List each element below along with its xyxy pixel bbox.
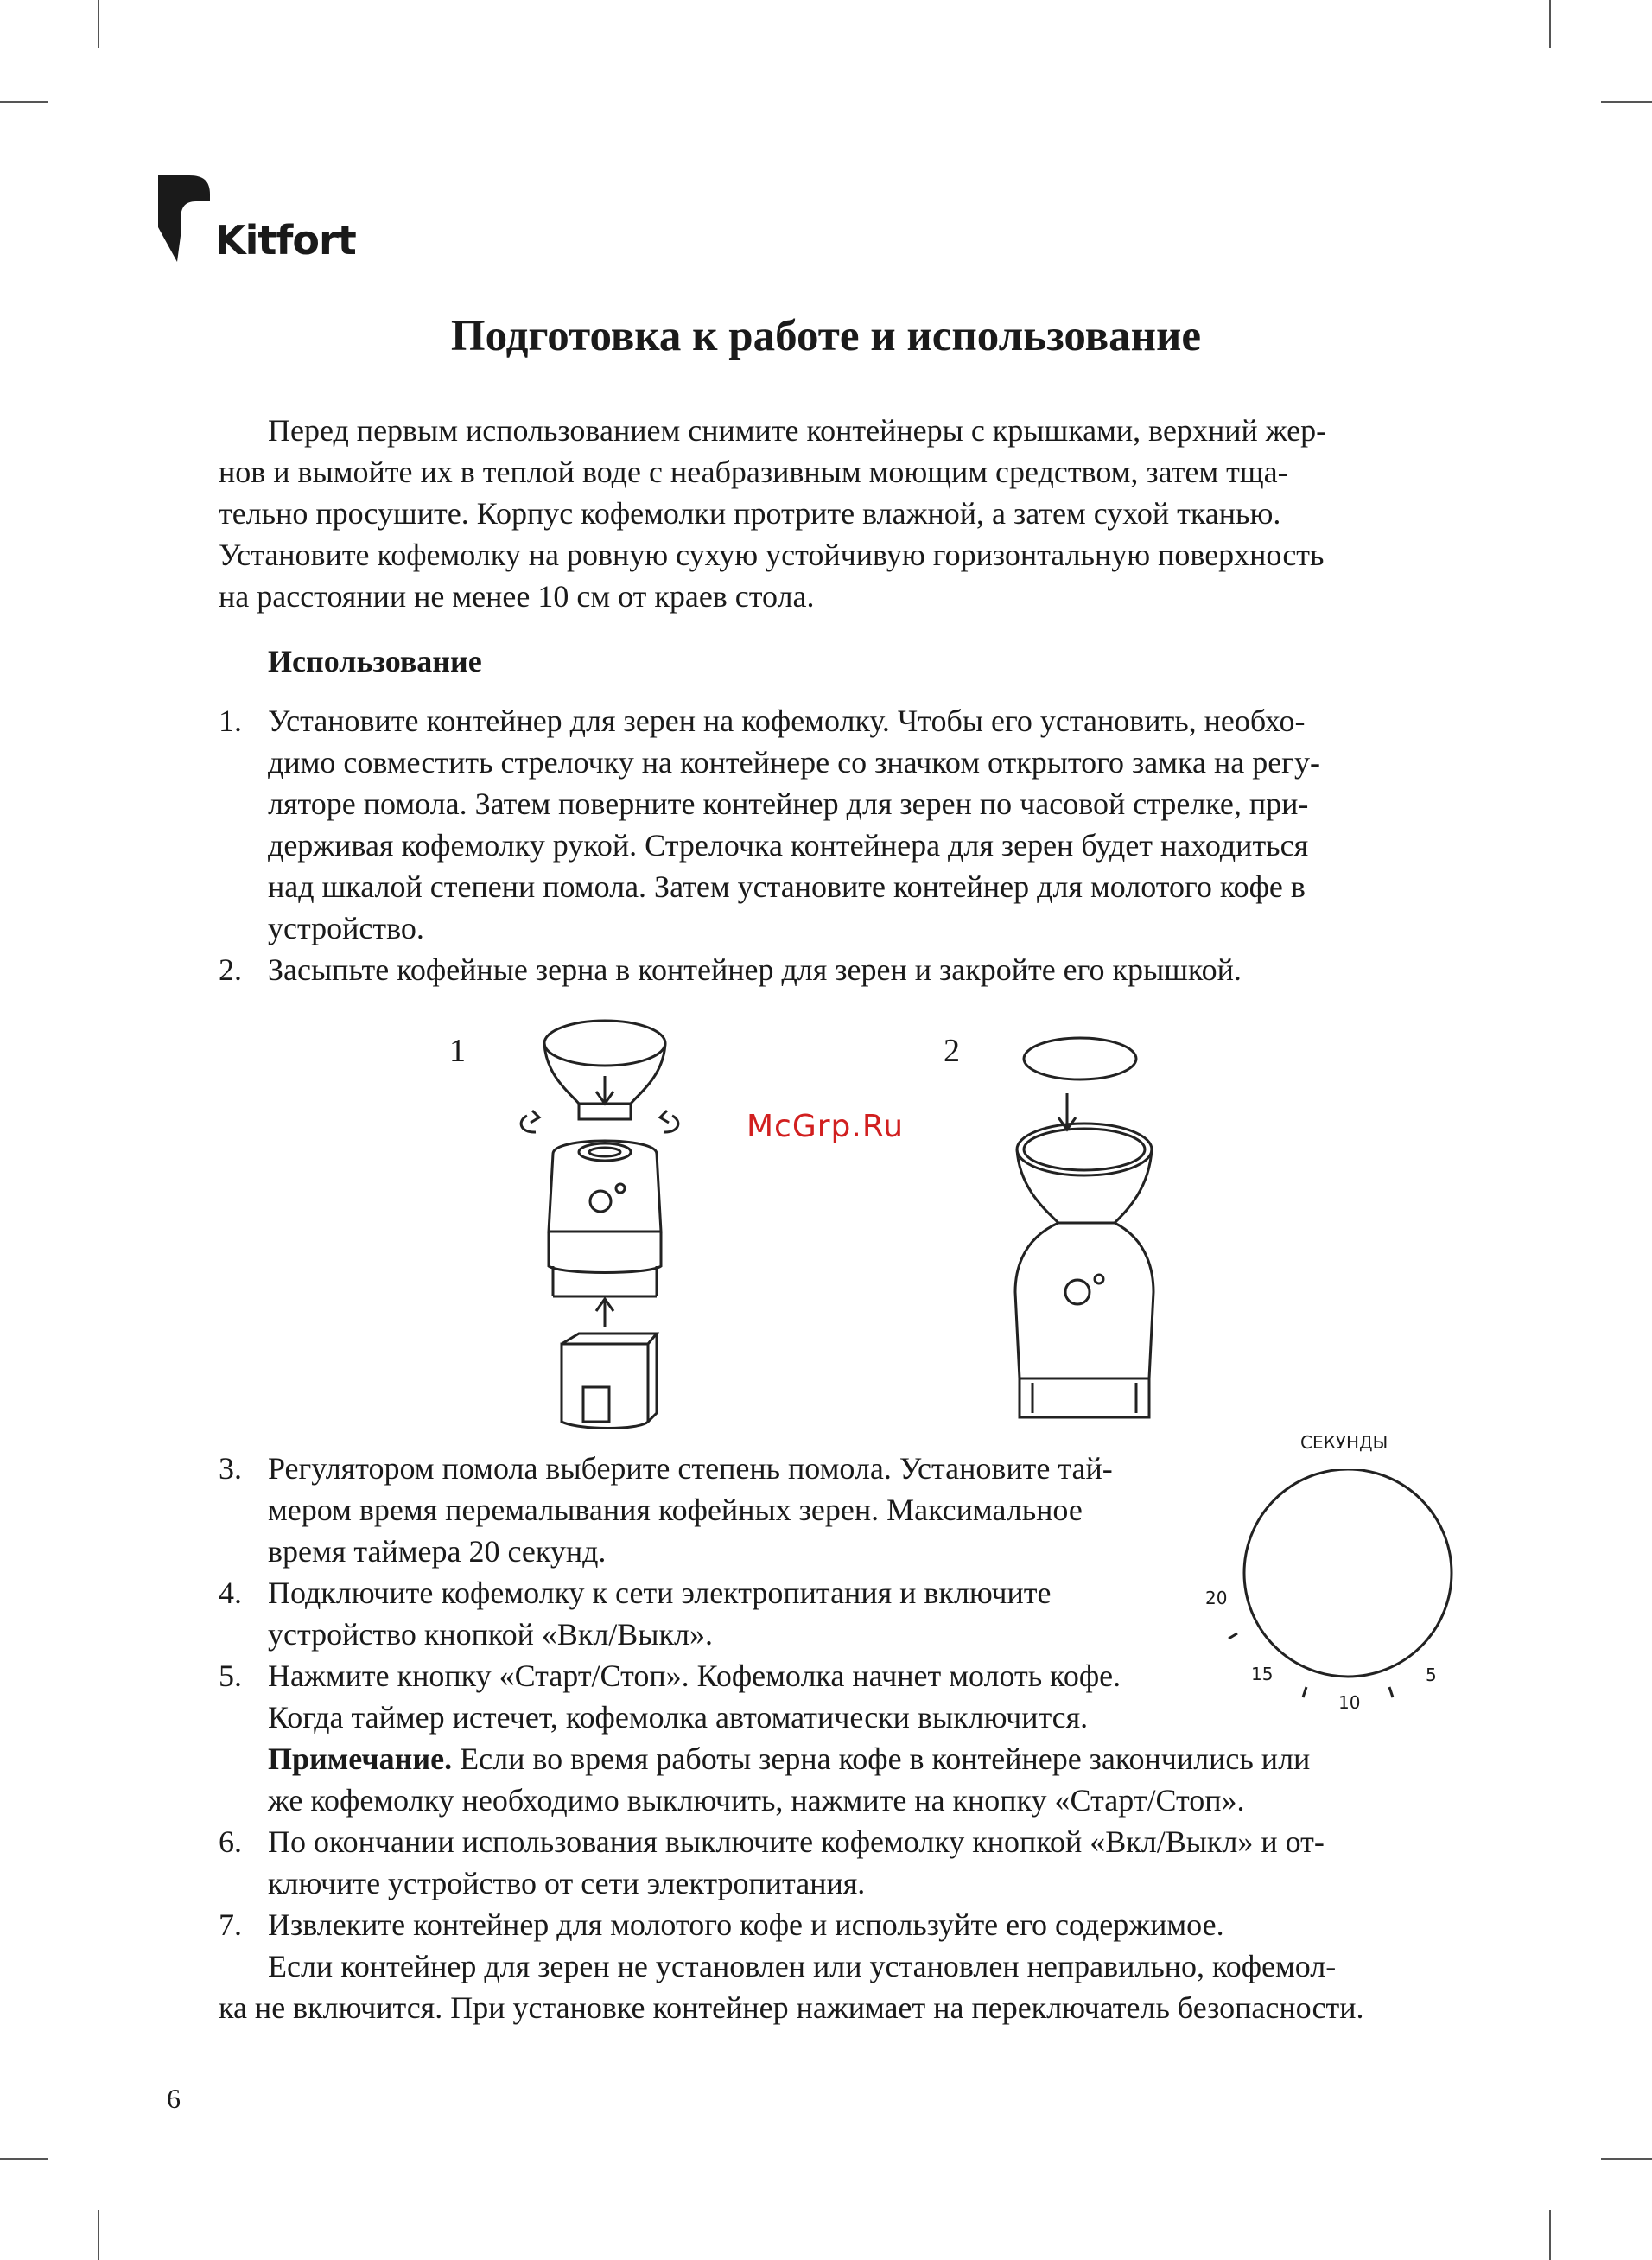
- step-text: [268, 1572, 1255, 1655]
- step-line: устройство кнопкой «Вкл/Выкл».: [268, 1617, 713, 1652]
- step-text: [268, 1448, 1255, 1572]
- step-line: ключите устройство от сети электропитания.: [268, 1866, 866, 1900]
- step-line: Установите контейнер для зерен на кофемолку. Чтобы его установить, необхо-: [268, 703, 1306, 738]
- step-number: 3.: [219, 1451, 242, 1486]
- crop-mark: [1549, 0, 1551, 48]
- timer-mark-5: 5: [1426, 1665, 1437, 1685]
- kitfort-logo-mark-icon: [158, 175, 219, 266]
- step-number: 1.: [219, 703, 242, 738]
- intro-line: нов и вымойте их в теплой воде с неабразивным моющим средством, затем тща-: [219, 455, 1288, 489]
- closing-paragraph: [219, 1945, 1454, 2028]
- step-line: держивая кофемолку рукой. Стрелочка контейнера для зерен будет находиться: [268, 828, 1309, 863]
- intro-line: тельно просушите. Корпус кофемолки протрите влажной, а затем сухой тканью.: [219, 496, 1281, 531]
- closing-line: Если контейнер для зерен не установлен или установлен неправильно, кофемол-: [268, 1949, 1337, 1983]
- illustration-assembly: [510, 1007, 683, 1435]
- step-line: Регулятором помола выберите степень помола. Установите тай-: [268, 1451, 1113, 1486]
- crop-mark: [98, 2210, 99, 2260]
- step-line: димо совместить стрелочку на контейнере со значком открытого замка на регу-: [268, 745, 1320, 780]
- step-number: 6.: [219, 1824, 242, 1859]
- crop-mark: [0, 101, 48, 103]
- page-number: 6: [167, 2083, 181, 2114]
- step-number: 5.: [219, 1658, 242, 1693]
- step-line: над шкалой степени помола. Затем установите контейнер для молотого кофе в: [268, 869, 1306, 904]
- step-line: Засыпьте кофейные зерна в контейнер для зерен и закройте его крышкой.: [268, 952, 1242, 987]
- note-line: [268, 1738, 1454, 1779]
- step-text: [268, 949, 1454, 990]
- crop-mark: [0, 2158, 48, 2160]
- crop-mark: [98, 0, 99, 48]
- note-text: Если во время работы зерна кофе в контейнере закончились или: [452, 1741, 1311, 1776]
- step-number: 2.: [219, 952, 242, 987]
- crop-mark: [1549, 2210, 1551, 2260]
- usage-heading: Использование: [268, 644, 482, 678]
- step-line: ляторе помола. Затем поверните контейнер для зерен по часовой стрелке, при-: [268, 786, 1309, 821]
- crop-mark: [1601, 2158, 1652, 2160]
- brand-name: Kitfort: [215, 217, 356, 264]
- step-line: Когда таймер истечет, кофемолка автоматически выключится.: [268, 1700, 1089, 1735]
- timer-mark-20: 20: [1205, 1588, 1228, 1608]
- closing-line: ка не включится. При установке контейнер нажимает на переключатель безопасности.: [219, 1990, 1364, 2025]
- step-number: 7.: [219, 1907, 242, 1942]
- step-number: 4.: [219, 1576, 242, 1610]
- timer-mark-15: 15: [1251, 1664, 1274, 1684]
- step-line: Нажмите кнопку «Старт/Стоп». Кофемолка начнет молоть кофе.: [268, 1658, 1121, 1693]
- intro-line: Установите кофемолку на ровную сухую устойчивую горизонтальную поверхность: [219, 538, 1325, 572]
- intro-line: Перед первым использованием снимите контейнеры с крышками, верхний жер-: [268, 413, 1327, 448]
- timer-title: СЕКУНДЫ: [1300, 1432, 1388, 1453]
- step-text: [268, 1655, 1454, 1821]
- figure-label-2: 2: [944, 1033, 960, 1069]
- watermark: McGrp.Ru: [747, 1109, 905, 1144]
- step-line: время таймера 20 секунд.: [268, 1534, 607, 1569]
- step-line: Извлеките контейнер для молотого кофе и используйте его содержимое.: [268, 1907, 1224, 1942]
- figure-label-1: 1: [449, 1033, 466, 1069]
- step-text: [268, 1821, 1454, 1904]
- intro-paragraph: [219, 410, 1454, 617]
- step-text: [268, 700, 1454, 949]
- step-line: Подключите кофемолку к сети электропитания и включите: [268, 1576, 1052, 1610]
- page-title: Подготовка к работе и использование: [450, 312, 1202, 360]
- step-line: устройство.: [268, 911, 424, 945]
- step-text: [268, 1904, 1454, 1945]
- note-line: же кофемолку необходимо выключить, нажмите на кнопку «Старт/Стоп».: [268, 1783, 1245, 1818]
- timer-mark-10: 10: [1338, 1692, 1361, 1713]
- step-line: мером время перемалывания кофейных зерен. Максимальное: [268, 1493, 1083, 1527]
- illustration-filled-grinder: [994, 1033, 1166, 1435]
- intro-line: на расстоянии не менее 10 см от краев стола.: [219, 579, 815, 614]
- kitfort-logo: [158, 175, 356, 271]
- step-line: По окончании использования выключите кофемолку кнопкой «Вкл/Выкл» и от-: [268, 1824, 1325, 1859]
- note-label: Примечание.: [268, 1741, 453, 1776]
- crop-mark: [1601, 101, 1652, 103]
